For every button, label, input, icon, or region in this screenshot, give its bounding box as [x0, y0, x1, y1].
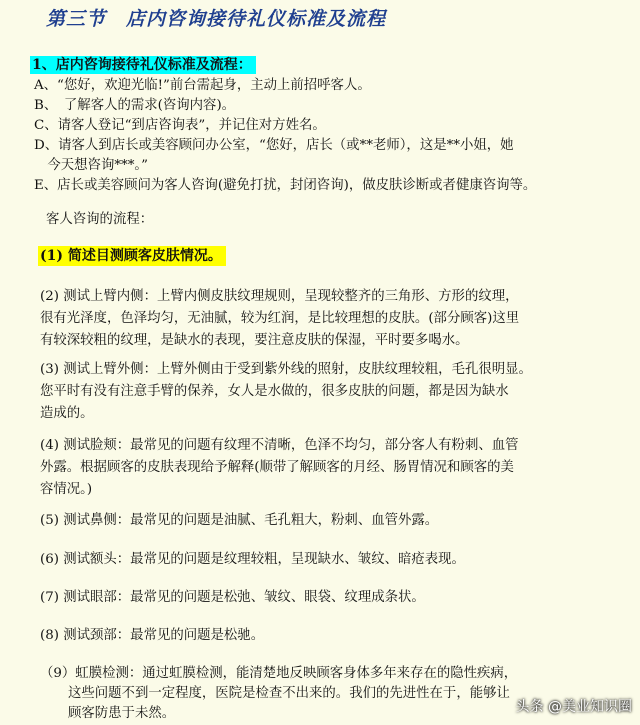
process-label: 客人咨询的流程： [46, 212, 154, 227]
step-line: 很有光泽度，色泽均匀，无油腻，较为红润，是比较理想的皮肤。(部分顾客)这里 [40, 311, 520, 326]
step-line: (8) 测试颈部：最常见的问题是松驰。 [40, 628, 265, 643]
list-item: C、请客人登记“到店咨询表”，并记住对方姓名。 [34, 118, 326, 133]
list-item: 今天想咨询***。” [34, 158, 148, 173]
step-1: (1) 简述目测顾客皮肤情况。 [38, 246, 226, 266]
page-title: 第三节 店内咨询接待礼仪标准及流程 [46, 8, 387, 30]
step-line: 这些问题不到一定程度，医院是检查不出来的。我们的先进性在于，能够让 [68, 686, 510, 701]
watermark [516, 696, 632, 716]
step-line: 造成的。 [40, 406, 94, 421]
step-line: (6) 测试额头：最常见的问题是纹理较粗，呈现缺水、皱纹、暗疮表现。 [40, 552, 465, 567]
step-line: 您平时有没有注意手臂的保养，女人是水做的，很多皮肤的问题，都是因为缺水 [40, 384, 509, 399]
step-line: (3) 测试上臂外侧：上臂外侧由于受到紫外线的照射，皮肤纹理较粗，毛孔很明显。 [40, 362, 532, 377]
list-item: B、 了解客人的需求(咨询内容)。 [34, 98, 236, 113]
section-heading: 1、店内咨询接待礼仪标准及流程： [30, 56, 256, 74]
step-line: (4) 测试脸颊：最常见的问题有纹理不清晰，色泽不均匀，部分客人有粉刺、血管 [40, 438, 519, 453]
step-line: (7) 测试眼部：最常见的问题是松弛、皱纹、眼袋、纹理成条状。 [40, 590, 425, 605]
step-line: (5) 测试鼻侧：最常见的问题是油腻、毛孔粗大，粉刺、血管外露。 [40, 513, 439, 528]
step-line: （9）虹膜检测：通过虹膜检测，能清楚地反映顾客身体多年来存在的隐性疾病， [40, 666, 518, 681]
step-line: 顾客防患于未然。 [68, 706, 176, 721]
step-line: 容情况。) [40, 482, 93, 497]
step-line: 外露。根据顾客的皮肤表现给予解释(顺带了解顾客的月经、肠胃情况和顾客的美 [40, 460, 514, 475]
step-line: 有较深较粗的纹理，是缺水的表现，要注意皮肤的保湿，平时要多喝水。 [40, 333, 469, 348]
list-item: E、店长或美容顾问为客人咨询(避免打扰，封闭咨询)，做皮肤诊断或者健康咨询等。 [34, 178, 537, 193]
watermark-text: 头条 @美业知识圈 [515, 699, 632, 715]
list-item: D、请客人到店长或美容顾问办公室，“您好，店长（或**老师），这是**小姐，她 [34, 138, 514, 153]
list-item: A、“您好，欢迎光临!”前台需起身，主动上前招呼客人。 [34, 78, 371, 93]
step-line: (2) 测试上臂内侧：上臂内侧皮肤纹理规则，呈现较整齐的三角形、方形的纹理， [40, 289, 519, 304]
